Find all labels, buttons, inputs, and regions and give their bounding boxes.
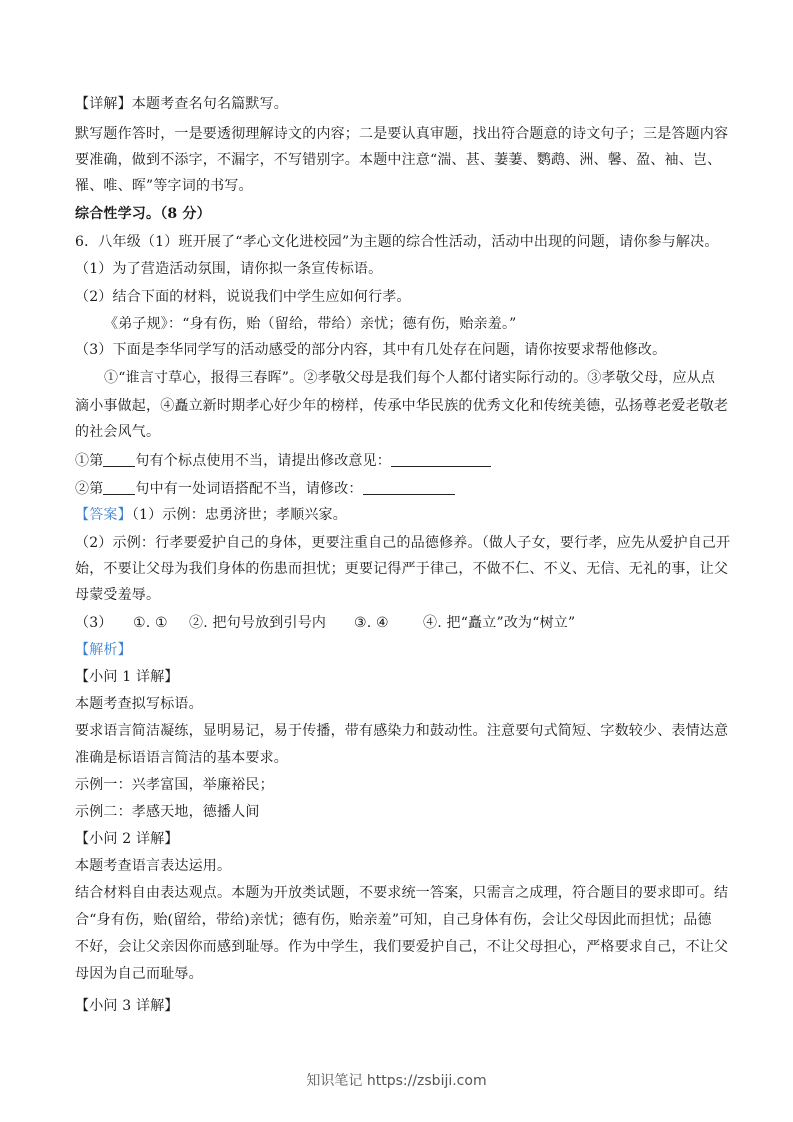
answer-line [75,505,725,525]
paragraph-line: 母因为自己而耻辱。 [75,966,203,982]
sub-detail-heading: 【小问 2 详解】 [75,831,179,847]
paragraph-line: 要准确，做到不添字，不漏字，不写错别字。本题中注意“湍、甚、萋萋、鹦鹉、洲、馨、盈、袖、岂、 [75,152,722,168]
option-3: ③. ④ [354,615,389,631]
fill-blank-1 [75,451,725,471]
answer-text: （1）示例：忠勇济世；孝顺兴家。 [131,507,347,523]
option-1: ①. ① [133,615,168,631]
option-label: （3） [75,615,113,631]
passage-line: 滴小事做起，④矗立新时期孝心好少年的榜样，传承中华民族的优秀文化和传统美德，弘扬尊老爱老敬老 [75,398,729,414]
option-4: ④. 把“矗立”改为“树立” [423,615,576,631]
answer-blank[interactable] [391,452,491,467]
answer-options [75,613,725,633]
passage-line: ①“谁言寸草心，报得三春晖”。②孝敬父母是我们每个人都付诸实际行动的。③孝敬父母，应从点 [104,370,716,386]
option-2: ②. 把句号放到引号内 [189,615,327,631]
fill-blank-prefix: ①第 [75,453,104,469]
fill-blank-text: 句中有一处词语搭配不当，请修改： [135,481,363,497]
paragraph-line: 合“身有伤，贻(留给，带给)亲忧；德有伤，贻亲羞”可知，自己身体有伤，会让父母因此而担忧；品德 [75,912,712,928]
fill-blank-2 [75,479,725,499]
answer-line: 始，不要让父母为我们身体的伤患而担忧；更要记得严于律己，不做不仁、不义、无信、无礼的事，让父 [75,561,729,577]
sub-question-3: （3）下面是李华同学写的活动感受的部分内容，其中有几处存在问题，请你按要求帮他修改。 [75,342,667,358]
quote-line: 《弟子规》：“身有伤，贻（留给，带给）亲忧；德有伤，贻亲羞。” [104,316,517,332]
sub-detail-heading: 【小问 3 详解】 [75,998,179,1014]
paragraph-line: 要求语言简洁凝练，显明易记，易于传播，带有感染力和鼓动性。注意要句式简短、字数较少、表情达意 [75,723,729,739]
answer-line: 母蒙受羞辱。 [75,587,161,603]
passage-line: 的社会风气。 [75,424,161,440]
footer-watermark: 知识笔记 https://zsbiji.com [306,1073,487,1089]
sub-question-1: （1）为了营造活动氛围，请你拟一条宣传标语。 [75,261,383,277]
fill-blank-text: 句有个标点使用不当，请提出修改意见： [135,453,392,469]
sub-question-2: （2）结合下面的材料，说说我们中学生应如何行孝。 [75,289,411,305]
answer-blank[interactable] [103,452,135,467]
fill-blank-prefix: ②第 [75,481,104,497]
paragraph-line: 本题考查拟写标语。 [75,696,203,712]
paragraph-line: 不好，会让父亲因你而感到耻辱。作为中学生，我们要爱护自己，不让父母担心，严格要求自己，不让父 [75,939,729,955]
sub-detail-heading: 【小问 1 详解】 [75,669,179,685]
detail-heading: 【详解】本题考查名句名篇默写。 [75,96,288,112]
answer-line: （2）示例：行孝要爱护自己的身体，更要注重自己的品德修养。（做人子女，要行孝，应先从爱护自己开 [75,535,731,551]
paragraph-line: 默写题作答时，一是要透彻理解诗文的内容；二是要认真审题，找出符合题意的诗文句子；三是答题内容 [75,126,729,142]
paragraph-line: 示例一：兴孝富国，举廉裕民； [75,777,274,793]
paragraph-line: 本题考查语言表达运用。 [75,858,232,874]
paragraph-line: 示例二：孝感天地，德播人间 [75,804,260,820]
question-stem: 6．八年级（1）班开展了“孝心文化进校园”为主题的综合性活动，活动中出现的问题，请你参与解决。 [75,234,719,250]
answer-blank[interactable] [363,480,455,495]
paragraph-line: 准确是标语语言简洁的基本要求。 [75,750,288,766]
answer-blank[interactable] [103,480,135,495]
section-heading: 综合性学习。（8 分） [75,206,211,222]
paragraph-line: 结合材料自由表达观点。本题为开放类试题，不要求统一答案，只需言之成理，符合题目的要求即可。结 [75,885,729,901]
analysis-tag: 【解析】 [75,642,132,658]
paragraph-line: 罹、唯、晖”等字词的书写。 [75,178,253,194]
answer-tag: 【答案】 [75,507,132,523]
